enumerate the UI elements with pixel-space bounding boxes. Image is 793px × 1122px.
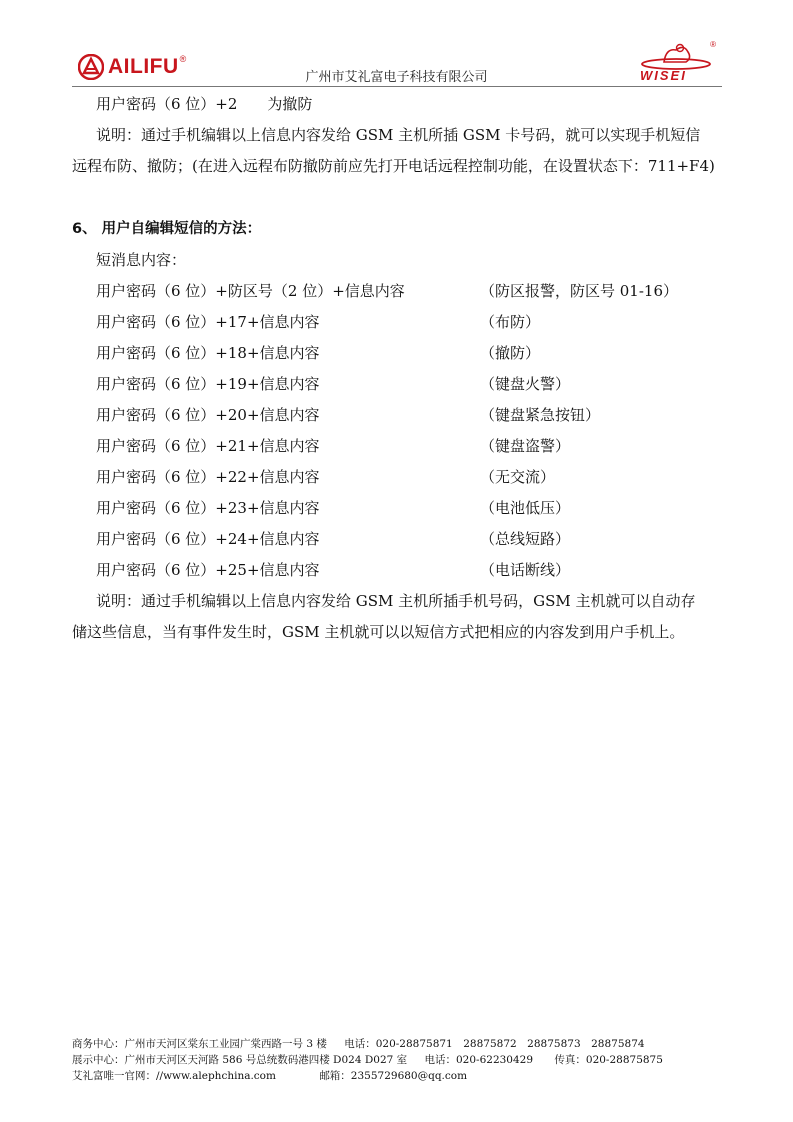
section-note-line-2: 储这些信息，当有事件发生时，GSM 主机就可以以短信方式把相应的内容发到用户手机上。 [72, 623, 685, 641]
row-format: 用户密码（6 位）+24+信息内容 [96, 530, 320, 548]
row-format: 用户密码（6 位）+17+信息内容 [96, 313, 320, 331]
row-format: 用户密码（6 位）+23+信息内容 [96, 499, 320, 517]
ailifu-brand: AILIFU [108, 55, 179, 78]
business-center-phone: 电话：020-28875871 28875872 28875873 28875874 [344, 1038, 645, 1050]
row-meaning: （电话断线） [480, 561, 571, 579]
row-format: 用户密码（6 位）+18+信息内容 [96, 344, 320, 362]
row-meaning: （键盘盗警） [480, 437, 571, 455]
official-website: 艾礼富唯一官网：//www.alephchina.com [72, 1070, 276, 1082]
showroom-fax: 传真：020-28875875 [554, 1054, 663, 1066]
footer-line-3 [72, 1070, 467, 1083]
section-heading: 6、 用户自编辑短信的方法： [72, 221, 262, 237]
registered-mark: ® [710, 40, 716, 49]
intro-note-line-1: 说明：通过手机编辑以上信息内容发给 GSM 主机所插 GSM 卡号码，就可以实现手机短信 [96, 126, 701, 144]
footer-line-2 [72, 1054, 663, 1067]
intro-note-line-2: 远程布防、撤防；(在进入远程布防撤防前应先打开电话远程控制功能，在设置状态下：711+F4) [72, 157, 715, 175]
row-meaning: （布防） [480, 313, 541, 331]
row-format: 用户密码（6 位）+19+信息内容 [96, 375, 320, 393]
row-meaning: （电池低压） [480, 499, 571, 517]
row-meaning: （键盘火警） [480, 375, 571, 393]
row-format: 用户密码（6 位）+25+信息内容 [96, 561, 320, 579]
company-name: 广州市艾礼富电子科技有限公司 [305, 70, 488, 85]
row-meaning: （撤防） [480, 344, 541, 362]
row-format: 用户密码（6 位）+21+信息内容 [96, 437, 320, 455]
showroom-phone: 电话：020-62230429 [424, 1054, 534, 1066]
registered-mark: ® [179, 54, 187, 64]
wisei-logo [636, 40, 716, 86]
header-divider [72, 86, 722, 87]
footer-line-1 [72, 1038, 645, 1051]
contact-email: 邮箱：2355729680@qq.com [319, 1070, 468, 1082]
row-format: 用户密码（6 位）+22+信息内容 [96, 468, 320, 486]
wisei-brand: WISEI [640, 68, 687, 83]
row-meaning: （无交流） [480, 468, 556, 486]
row-meaning: （键盘紧急按钮） [480, 406, 601, 424]
business-center-address: 商务中心：广州市天河区棠东工业园广棠西路一号 3 楼 [72, 1038, 327, 1050]
row-format: 用户密码（6 位）+20+信息内容 [96, 406, 320, 424]
row-meaning: （防区报警，防区号 01-16） [480, 282, 679, 300]
showroom-address: 展示中心：广州市天河区天河路 586 号总统数码港四楼 D024 D027 室 [72, 1054, 408, 1066]
row-format: 用户密码（6 位）+防区号（2 位）+信息内容 [96, 282, 405, 300]
row-meaning: （总线短路） [480, 530, 571, 548]
mascot-icon [636, 40, 716, 70]
disarm-command-line: 用户密码（6 位）+2 为撤防 [96, 95, 313, 113]
section-note-line-1: 说明：通过手机编辑以上信息内容发给 GSM 主机所插手机号码，GSM 主机就可以自动存 [96, 592, 696, 610]
section-subheading: 短消息内容： [96, 251, 187, 269]
